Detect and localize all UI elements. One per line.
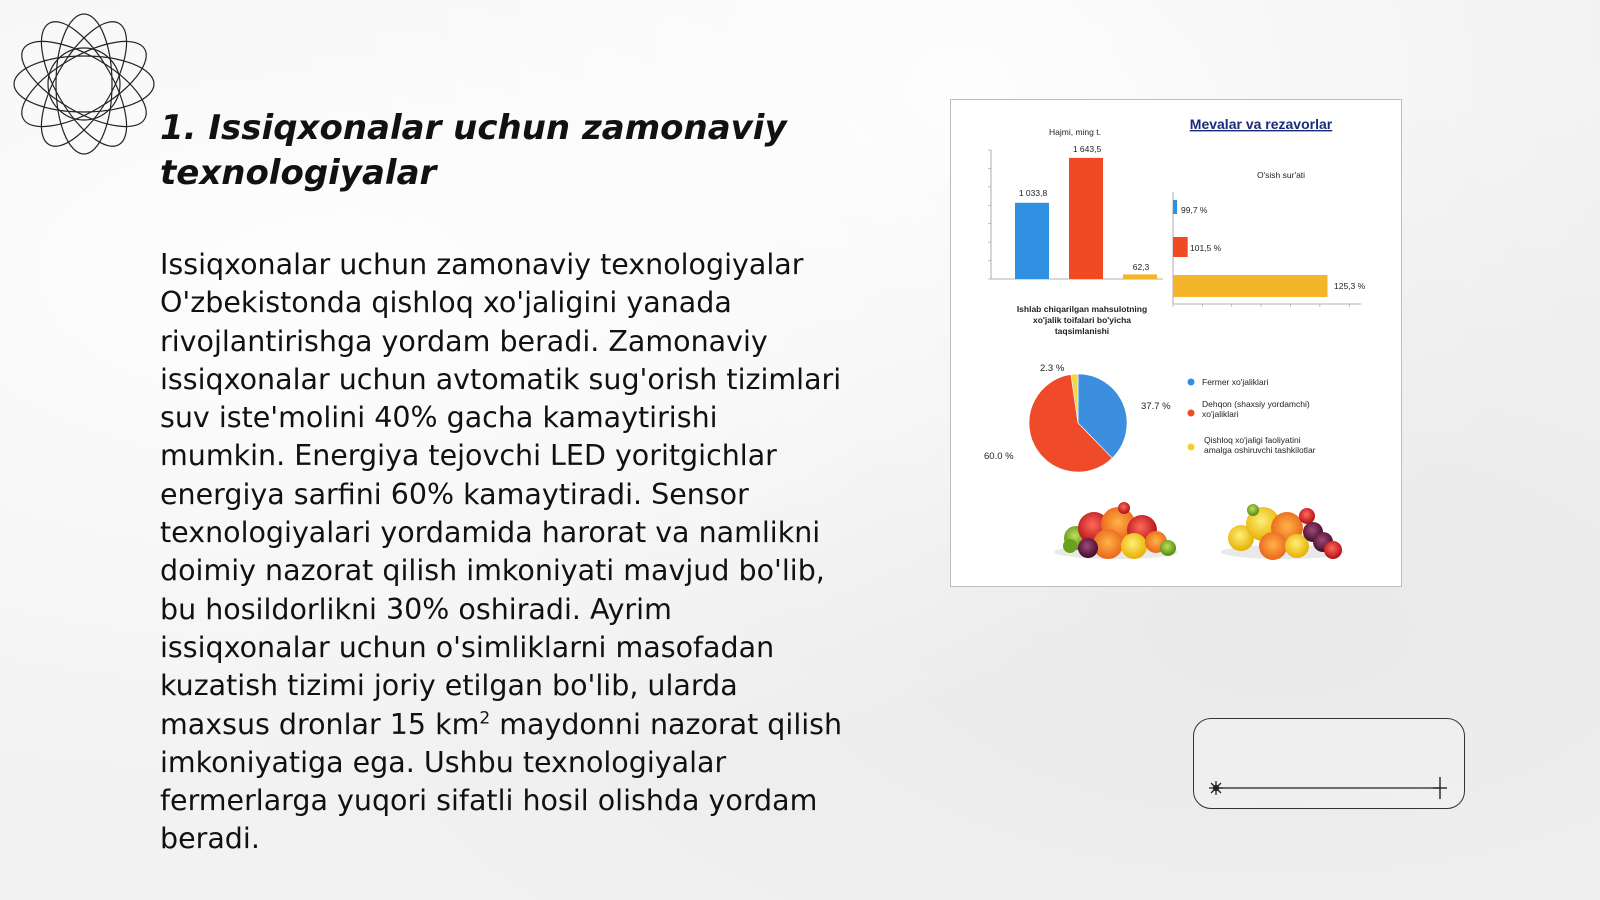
legend-label-dehqon-2: xo'jaliklari bbox=[1202, 409, 1239, 419]
legend-swatch-tashkilotlar bbox=[1188, 444, 1195, 451]
growth-value-label-2: 101,5 % bbox=[1190, 243, 1222, 253]
legend-label-tashkilotlar-1: Qishloq xo'jaligi faoliyatini bbox=[1204, 435, 1301, 445]
orbit-rings-icon bbox=[10, 10, 158, 158]
legend-label-fermer: Fermer xo'jaliklari bbox=[1202, 377, 1269, 387]
slide-title: 1. Issiqxonalar uchun zamonaviy texnologiyalar bbox=[160, 108, 787, 193]
growth-bar-3 bbox=[1173, 275, 1328, 297]
fruit-basket-icon bbox=[1221, 504, 1345, 560]
growth-bar-1 bbox=[1173, 200, 1177, 214]
sun-icon bbox=[1209, 781, 1223, 795]
bar-chart-xlabel-line-2: xo'jalik toifalari bo'yicha bbox=[1032, 315, 1132, 325]
infographic-panel bbox=[950, 99, 1402, 587]
infographic-heading: Mevalar va rezavorlar bbox=[1189, 116, 1333, 132]
growth-rate-chart bbox=[1173, 170, 1366, 307]
pie-legend bbox=[1188, 377, 1316, 455]
bar-chart-ylabel: Hajmi, ming t. bbox=[1049, 127, 1101, 137]
slide-body-text bbox=[160, 246, 850, 859]
bar-value-label-2: 1 643,5 bbox=[1072, 144, 1102, 154]
legend-label-dehqon-1: Dehqon (shaxsiy yordamchi) bbox=[1202, 399, 1310, 409]
caption-box-decoration bbox=[1194, 719, 1466, 810]
bar-chart-xlabel-line-3: taqsimlanishi bbox=[1054, 326, 1110, 336]
growth-value-label-1: 99,7 % bbox=[1181, 205, 1208, 215]
volume-bar-2 bbox=[1069, 158, 1103, 279]
body-text-part-1: Issiqxonalar uchun zamonaviy texnologiyalar O'zbekistonda qishloq xo'jaligini yanada rivojlantirishga yordam beradi. Zamonaviy issiqxonalar uchun avtomatik sug'orish tizimlari suv iste'molini 40% gacha kamaytirishi mumkin. Energiya tejovchi LED yoritgichlar energiya sarfini 60% kamaytiradi. Sensor texnologiyalari yordamida harorat va namlikni doimiy nazorat qilish imkoniyati mavjud bo'lib, bu hosildorlikni 30% oshiradi. Ayrim issiqxonalar uchun o'simliklarni masofadan kuzatish tizimi joriy etilgan bo'lib, ularda maxsus dronlar 15 km bbox=[160, 248, 842, 741]
growth-value-label-3: 125,3 % bbox=[1334, 281, 1366, 291]
growth-chart-title: O'sish sur'ati bbox=[1256, 170, 1306, 180]
volume-bar-chart bbox=[988, 127, 1163, 336]
pie-label-fermer: 37.7 % bbox=[1141, 401, 1171, 412]
pie-slices bbox=[1029, 374, 1127, 472]
distribution-pie-chart bbox=[984, 363, 1171, 472]
body-text-superscript: 2 bbox=[479, 708, 491, 729]
fruit-basket-icon bbox=[1054, 502, 1178, 559]
legend-swatch-fermer bbox=[1188, 379, 1195, 386]
pie-label-tashkilotlar: 2.3 % bbox=[1040, 363, 1065, 374]
legend-label-tashkilotlar-2: amalga oshiruvchi tashkilotlar bbox=[1204, 445, 1316, 455]
bar-chart-bars bbox=[1015, 158, 1157, 279]
volume-bar-1 bbox=[1015, 203, 1049, 279]
body-text-part-2: maydonni nazorat qilish imkoniyatiga ega. Ushbu texnologiyalar fermerlarga yuqori sifatli hosil olishda yordam beradi. bbox=[160, 707, 843, 856]
sparkle-icon bbox=[1433, 777, 1447, 799]
bar-value-label-3: 62,3 bbox=[1132, 262, 1150, 272]
legend-swatch-dehqon bbox=[1188, 410, 1195, 417]
growth-bar-2 bbox=[1173, 237, 1188, 257]
bar-chart-xlabel-line-1: Ishlab chiqarilgan mahsulotning bbox=[1016, 304, 1148, 314]
volume-bar-3 bbox=[1123, 274, 1157, 279]
bar-value-label-1: 1 033,8 bbox=[1018, 188, 1048, 198]
caption-box bbox=[1193, 718, 1465, 809]
pie-label-dehqon: 60.0 % bbox=[984, 451, 1014, 462]
infographic-svg bbox=[951, 100, 1401, 586]
